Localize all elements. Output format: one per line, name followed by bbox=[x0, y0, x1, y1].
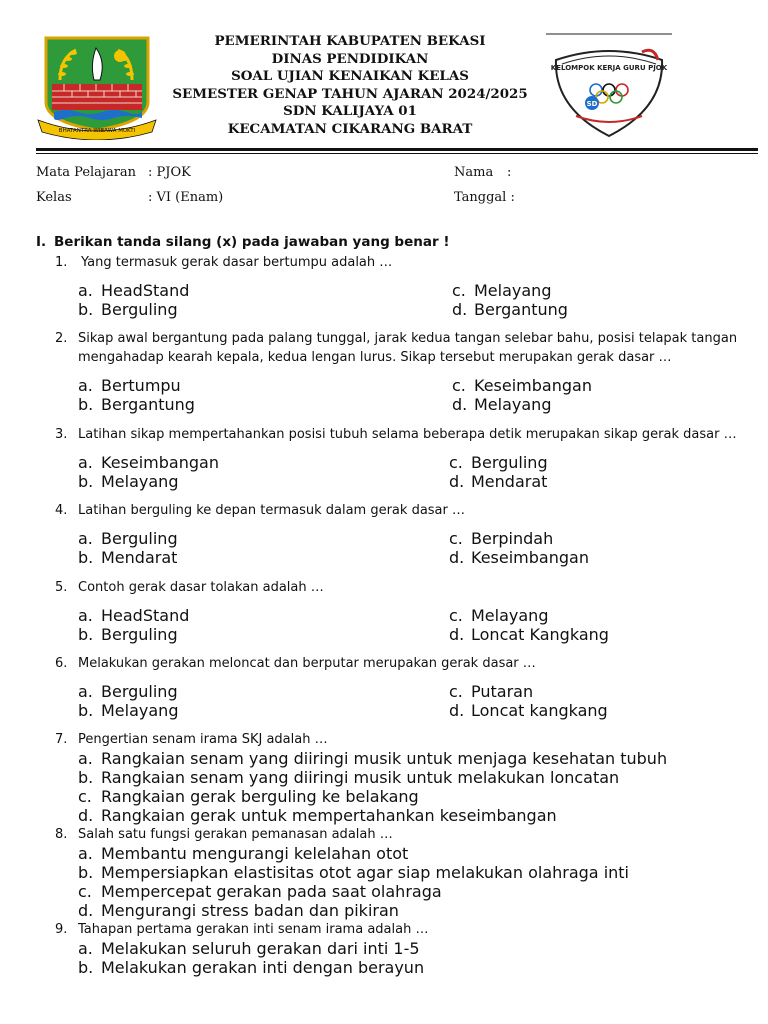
question-text: Tahapan pertama gerakan inti senam irama adalah … bbox=[78, 922, 429, 937]
option-text: Berguling bbox=[101, 529, 178, 548]
option-letter: c. bbox=[452, 376, 466, 395]
option-letter: b. bbox=[78, 701, 94, 720]
option-letter: d. bbox=[449, 548, 465, 567]
header-line: KECAMATAN CIKARANG BARAT bbox=[227, 120, 473, 137]
option-text: Berguling bbox=[101, 625, 178, 644]
option-letter: a. bbox=[78, 376, 93, 395]
option-text: Mengurangi stress badan dan pikiran bbox=[101, 901, 399, 920]
option-letter: d. bbox=[449, 625, 465, 644]
option-letter: a. bbox=[78, 939, 93, 958]
question-number: 4. bbox=[55, 503, 68, 518]
question-text: Yang termasuk gerak dasar bertumpu adalah … bbox=[81, 255, 393, 270]
question-text: Latihan sikap mempertahankan posisi tubuh selama beberapa detik merupakan sikap gerak dasar … bbox=[78, 427, 737, 442]
question-number: 7. bbox=[55, 732, 68, 747]
question-text: Melakukan gerakan meloncat dan berputar merupakan gerak dasar … bbox=[78, 656, 536, 671]
option-letter: c. bbox=[449, 682, 463, 701]
question-number: 5. bbox=[55, 580, 68, 595]
option-letter: a. bbox=[78, 606, 93, 625]
option-letter: b. bbox=[78, 958, 94, 977]
option-text: Rangkaian gerak untuk mempertahankan keseimbangan bbox=[101, 806, 557, 825]
option-letter: b. bbox=[78, 548, 94, 567]
option-letter: b. bbox=[78, 863, 94, 882]
option-text: Melayang bbox=[474, 281, 552, 300]
subject-value: : PJOK bbox=[148, 165, 191, 180]
question-text: Latihan berguling ke depan termasuk dalam gerak dasar … bbox=[78, 503, 465, 518]
option-letter: c. bbox=[78, 787, 92, 806]
option-text: Rangkaian gerak berguling ke belakang bbox=[101, 787, 419, 806]
option-letter: b. bbox=[78, 395, 94, 414]
option-letter: a. bbox=[78, 281, 93, 300]
kkg-pjok-logo bbox=[546, 30, 672, 142]
question-text: Salah satu fungsi gerakan pemanasan adalah … bbox=[78, 827, 393, 842]
option-text: Berguling bbox=[101, 682, 178, 701]
option-letter: b. bbox=[78, 625, 94, 644]
logo-ring-text: KELOMPOK KERJA GURU PJOK bbox=[550, 64, 668, 72]
option-text: Rangkaian senam yang diiringi musik untuk menjaga kesehatan tubuh bbox=[101, 749, 668, 768]
option-text: Loncat kangkang bbox=[471, 701, 608, 720]
logo-center-text: SD bbox=[586, 100, 598, 108]
header-divider bbox=[36, 148, 758, 151]
header-divider-thin bbox=[36, 153, 758, 154]
option-text: Keseimbangan bbox=[101, 453, 219, 472]
option-letter: b. bbox=[78, 472, 94, 491]
option-text: Melayang bbox=[471, 606, 549, 625]
option-text: Mendarat bbox=[471, 472, 548, 491]
date-field[interactable]: Tanggal : bbox=[454, 190, 515, 205]
option-letter: d. bbox=[78, 901, 94, 920]
option-text: Melayang bbox=[474, 395, 552, 414]
name-label: Nama bbox=[454, 165, 494, 180]
option-letter: a. bbox=[78, 682, 93, 701]
option-letter: b. bbox=[78, 768, 94, 787]
option-text: HeadStand bbox=[101, 606, 190, 625]
option-letter: d. bbox=[452, 300, 468, 319]
question-number: 9. bbox=[55, 922, 68, 937]
option-text: Melayang bbox=[101, 701, 179, 720]
option-letter: d. bbox=[452, 395, 468, 414]
question-text: Contoh gerak dasar tolakan adalah … bbox=[78, 580, 324, 595]
name-field[interactable]: : bbox=[507, 165, 512, 180]
option-text: Berpindah bbox=[471, 529, 554, 548]
option-letter: a. bbox=[78, 529, 93, 548]
option-text: Berguling bbox=[101, 300, 178, 319]
option-text: Loncat Kangkang bbox=[471, 625, 609, 644]
option-text: Bergantung bbox=[474, 300, 568, 319]
option-text: Keseimbangan bbox=[474, 376, 592, 395]
option-letter: d. bbox=[449, 701, 465, 720]
school-header bbox=[150, 33, 550, 139]
header-line: DINAS PENDIDIKAN bbox=[271, 50, 429, 67]
option-text: HeadStand bbox=[101, 281, 190, 300]
option-text: Mendarat bbox=[101, 548, 178, 567]
option-text: Mempercepat gerakan pada saat olahraga bbox=[101, 882, 442, 901]
option-text: Keseimbangan bbox=[471, 548, 589, 567]
header-line: PEMERINTAH KABUPATEN BEKASI bbox=[214, 33, 486, 49]
question-number: 1. bbox=[55, 255, 68, 270]
option-letter: a. bbox=[78, 453, 93, 472]
header-line: SEMESTER GENAP TAHUN AJARAN 2024/2025 bbox=[172, 85, 528, 102]
section-number: I. bbox=[36, 234, 47, 250]
option-letter: b. bbox=[78, 300, 94, 319]
option-text: Bergantung bbox=[101, 395, 195, 414]
option-letter: c. bbox=[452, 281, 466, 300]
option-text: Melayang bbox=[101, 472, 179, 491]
question-text: Pengertian senam irama SKJ adalah … bbox=[78, 732, 328, 747]
bekasi-regency-emblem bbox=[36, 36, 158, 140]
option-text: Putaran bbox=[471, 682, 534, 701]
section-heading bbox=[36, 234, 450, 250]
option-letter: a. bbox=[78, 749, 93, 768]
question-number: 6. bbox=[55, 656, 68, 671]
option-text: Berguling bbox=[471, 453, 548, 472]
emblem-banner-text: BHATANTRA WIBAWA MUKTI bbox=[58, 128, 136, 134]
header-line: SOAL UJIAN KENAIKAN KELAS bbox=[231, 68, 469, 85]
option-letter: d. bbox=[78, 806, 94, 825]
option-text: Mempersiapkan elastisitas otot agar siap melakukan olahraga inti bbox=[101, 863, 629, 882]
option-letter: c. bbox=[449, 606, 463, 625]
class-value: : VI (Enam) bbox=[148, 190, 224, 205]
class-label: Kelas bbox=[36, 190, 72, 205]
option-text: Bertumpu bbox=[101, 376, 181, 395]
option-letter: c. bbox=[449, 453, 463, 472]
option-text: Melakukan seluruh gerakan dari inti 1-5 bbox=[101, 939, 420, 958]
option-letter: a. bbox=[78, 844, 93, 863]
option-text: Membantu mengurangi kelelahan otot bbox=[101, 844, 409, 863]
option-letter: c. bbox=[449, 529, 463, 548]
option-letter: d. bbox=[449, 472, 465, 491]
question-number: 8. bbox=[55, 827, 68, 842]
question-number: 2. bbox=[55, 331, 68, 346]
option-text: Melakukan gerakan inti dengan berayun bbox=[101, 958, 425, 977]
section-instruction: Berikan tanda silang (x) pada jawaban yang benar ! bbox=[54, 234, 450, 250]
question-number: 3. bbox=[55, 427, 68, 442]
question-text: Sikap awal bergantung pada palang tunggal, jarak kedua tangan selebar bahu, posisi telapak tangan mengahadap kearah kepala, kedua lengan lurus. Sikap tersebut merupakan gerak dasar … bbox=[78, 331, 738, 366]
option-text: Rangkaian senam yang diiringi musik untuk melakukan loncatan bbox=[101, 768, 620, 787]
subject-label: Mata Pelajaran bbox=[36, 165, 137, 180]
header-line: SDN KALIJAYA 01 bbox=[283, 103, 417, 120]
option-letter: c. bbox=[78, 882, 92, 901]
